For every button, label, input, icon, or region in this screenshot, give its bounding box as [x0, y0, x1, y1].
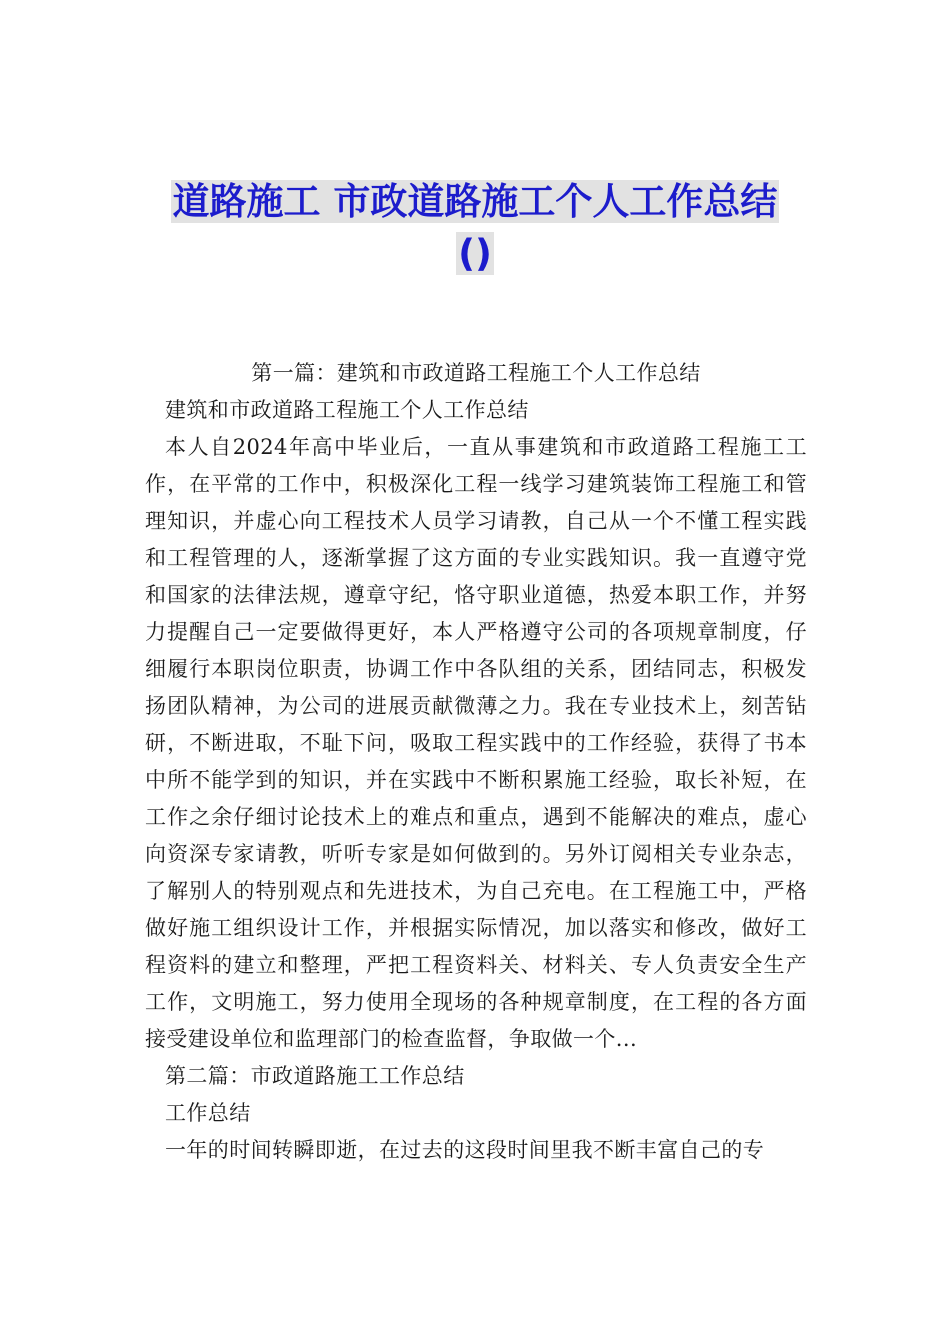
- section-1-subheading: 建筑和市政道路工程施工个人工作总结: [165, 398, 529, 422]
- section-1-heading: 第一篇：建筑和市政道路工程施工个人工作总结: [251, 361, 701, 385]
- section-2-paragraph: 一年的时间转瞬即逝，在过去的这段时间里我不断丰富自己的专: [165, 1138, 765, 1162]
- section-2-heading: 第二篇：市政道路施工工作总结: [165, 1064, 465, 1088]
- document-body: [145, 355, 807, 1169]
- section-2-subheading: 工作总结: [165, 1101, 251, 1125]
- title-line-1: 道路施工 市政道路施工个人工作总结: [172, 180, 778, 223]
- section-1-paragraph: 本人自2024年高中毕业后，一直从事建筑和市政道路工程施工工作，在平常的工作中，积极深化工程一线学习建筑装饰工程施工和管理知识，并虚心向工程技术人员学习请教，自己从一个不懂工程实践和工程管理的人，逐渐掌握了这方面的专业实践知识。我一直遵守党和国家的法律法规，遵章守纪，恪守职业道德，热爱本职工作，并努力提醒自己一定要做得更好，本人严格遵守公司的各项规章制度，仔细履行本职岗位职责，协调工作中各队组的关系，团结同志，积极发扬团队精神，为公司的进展贡献微薄之力。我在专业技术上，刻苦钻研，不断进取，不耻下问，吸取工程实践中的工作经验，获得了书本中所不能学到的知识，并在实践中不断积累施工经验，取长补短，在工作之余仔细讨论技术上的难点和重点，遇到不能解决的难点，虚心向资深专家请教，听听专家是如何做到的。另外订阅相关专业杂志，了解别人的特别观点和先进技术，为自己充电。在工程施工中，严格做好施工组织设计工作，并根据实际情况，加以落实和修改，做好工程资料的建立和整理，严把工程资料关、材料关、专人负责安全生产工作，文明施工，努力使用全现场的各种规章制度，在工程的各方面接受建设单位和监理部门的检查监督，争取做一个...: [145, 435, 807, 1051]
- title-line-2: (): [458, 232, 492, 275]
- document-title: [140, 176, 810, 280]
